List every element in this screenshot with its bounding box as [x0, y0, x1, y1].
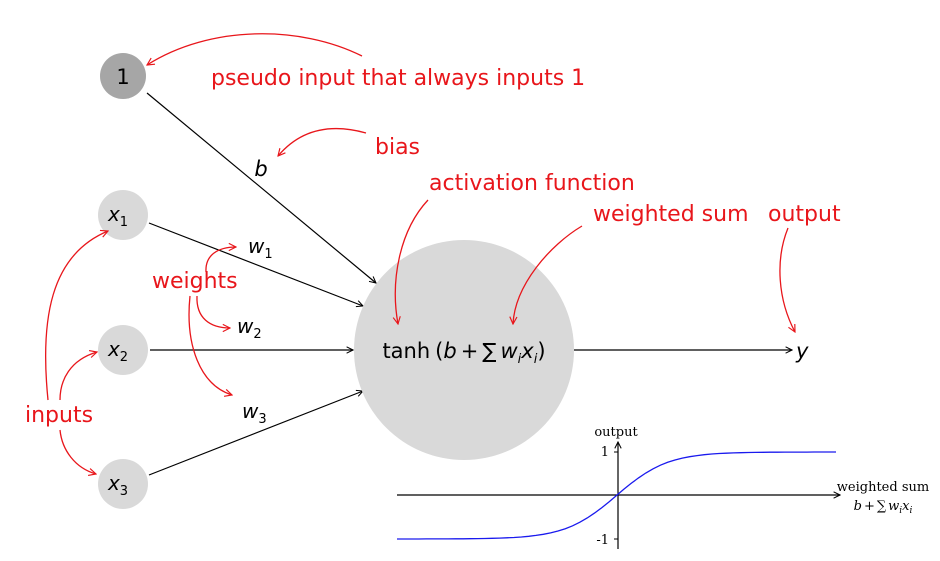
w3-label — [242, 399, 267, 427]
w2-sub: 2 — [253, 327, 262, 342]
weights-to-w2-arrow — [197, 296, 230, 328]
x2-base: x — [107, 337, 120, 361]
chart-ytick-label-1: 1 — [600, 445, 609, 460]
formula-x: x — [521, 339, 534, 363]
formula-plus: + — [460, 339, 479, 363]
inputs-to-x3-arrow — [60, 430, 96, 474]
inputs-to-x2-arrow — [60, 352, 97, 400]
w2-label — [237, 314, 262, 342]
w2-base: w — [237, 314, 254, 338]
formula-x-sub: i — [533, 352, 538, 367]
neuron-formula — [382, 339, 545, 367]
xlabel-w-sub: i — [899, 506, 903, 516]
formula-b: b — [443, 339, 457, 363]
xlabel-b: b — [853, 499, 862, 514]
x3-base: x — [107, 471, 120, 495]
weights-annotation: weights — [152, 269, 238, 294]
formula-open: ( — [435, 339, 444, 363]
inputs-to-x1-arrow — [46, 231, 108, 400]
w3-sub: 3 — [258, 412, 267, 427]
bias-node-label: 1 — [116, 65, 130, 89]
x1-base: x — [107, 202, 120, 226]
w3-base: w — [242, 399, 259, 423]
formula-w-sub: i — [517, 352, 522, 367]
x1-sub: 1 — [119, 215, 129, 230]
pseudo-input-arrow — [147, 34, 362, 65]
x3-sub: 3 — [119, 484, 129, 499]
formula-sum: ∑ — [482, 339, 497, 363]
w1-label — [248, 234, 273, 262]
bias-annotation: bias — [375, 135, 421, 160]
output-var-label: y — [796, 339, 809, 363]
bias-edge-label: b — [254, 157, 268, 181]
pseudo-input-annotation: pseudo input that always inputs 1 — [211, 66, 586, 91]
chart-xlabel: weighted sum — [836, 480, 930, 495]
inputs-annotation: inputs — [25, 403, 94, 428]
chart-ytick-label-neg1: -1 — [596, 533, 609, 548]
w1-base: w — [248, 234, 265, 258]
xlabel-w: w — [888, 499, 900, 514]
formula-w: w — [500, 339, 518, 363]
xlabel-plus: + — [863, 499, 875, 514]
xlabel-sum: ∑ — [876, 499, 887, 514]
chart-ylabel: output — [594, 425, 638, 440]
formula-close: ) — [537, 339, 546, 363]
activation-annotation: activation function — [429, 171, 635, 196]
output-annotation: output — [768, 202, 841, 227]
w1-sub: 1 — [264, 247, 273, 262]
weights-to-w3-arrow — [189, 296, 232, 395]
bias-arrow — [278, 129, 366, 156]
weighted-sum-annotation: weighted sum — [593, 202, 749, 227]
x2-sub: 2 — [119, 350, 129, 365]
xlabel-x-sub: i — [909, 506, 913, 516]
output-arrow — [780, 228, 795, 332]
chart-xlabel-formula — [854, 499, 913, 516]
xlabel-x: x — [902, 499, 910, 514]
formula-func: tanh — [382, 339, 431, 363]
